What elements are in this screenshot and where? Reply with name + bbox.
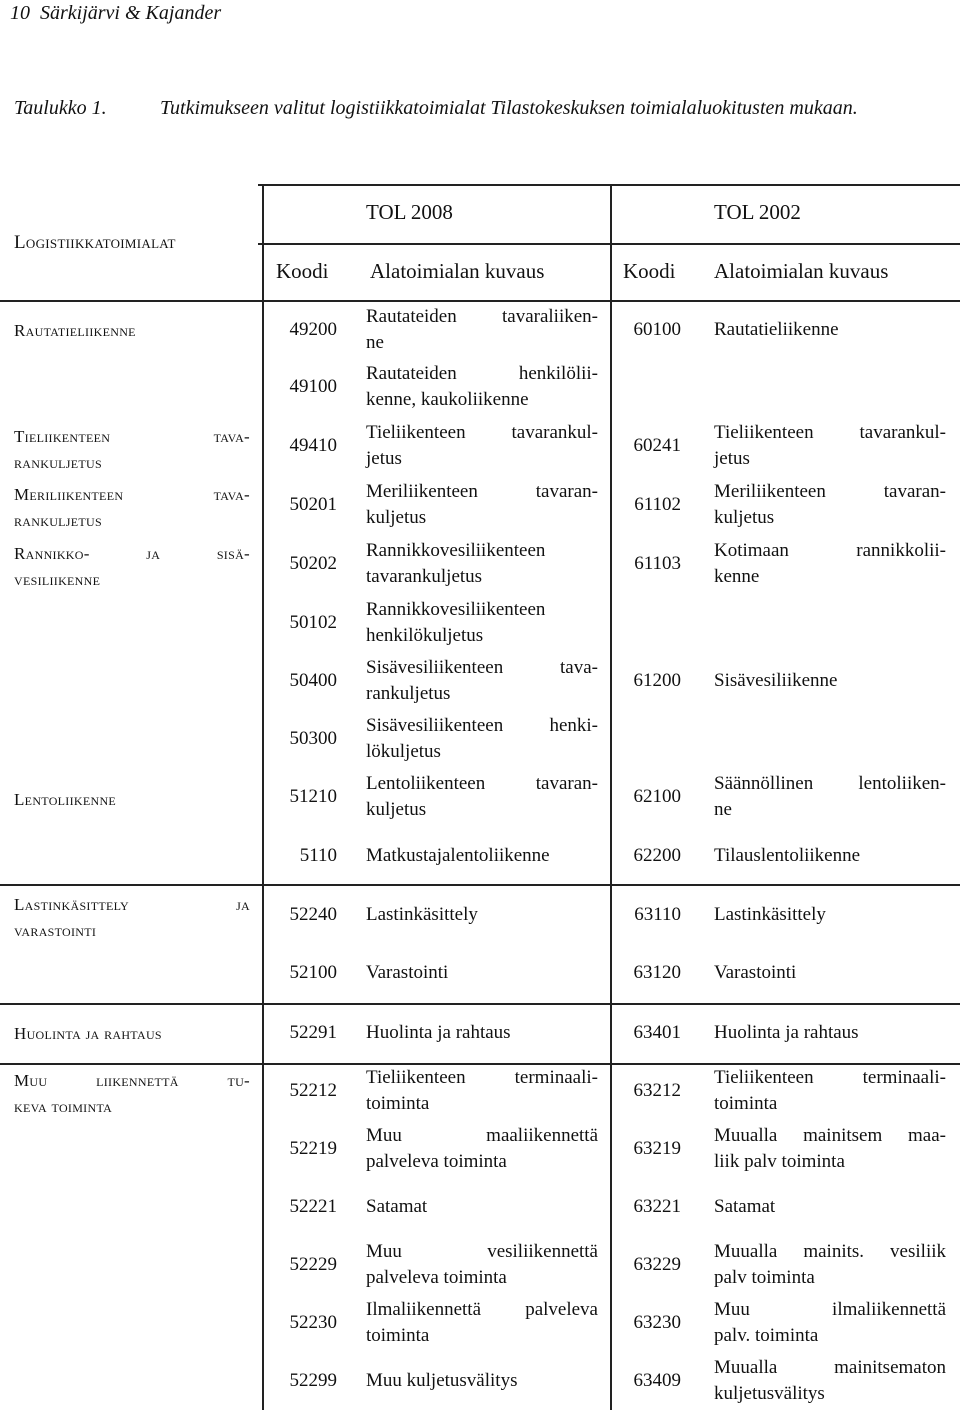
description-2008: Meriliikenteen tavaran- (366, 481, 598, 502)
description-2008: tavarankuljetus (366, 566, 483, 587)
page-header (10, 0, 221, 26)
description-2008: palveleva toiminta (366, 1267, 507, 1288)
category-last-word: ja (236, 895, 250, 914)
table-caption-label: Taulukko 1. (14, 97, 107, 119)
code-2002: 63229 (633, 1254, 681, 1275)
description-2002: Varastointi (714, 962, 797, 983)
code-2002: 60241 (633, 435, 681, 456)
description-2008: Rannikkovesiliikenteen (366, 540, 546, 561)
description-2008: kuljetus (366, 507, 427, 528)
description-2002: toiminta (714, 1093, 778, 1114)
description-2008: Lastinkäsittely (366, 904, 478, 925)
category-muu-line2: keva toiminta (14, 1097, 113, 1116)
header-tol-2002: TOL 2002 (714, 200, 801, 224)
code-2002: 63230 (633, 1312, 681, 1333)
description-2008: Rautateiden henkilölii- (366, 363, 598, 384)
code-2008: 49100 (289, 376, 337, 397)
category-last-word: Lastinkäsittely (14, 895, 130, 914)
code-2002: 60100 (633, 319, 681, 340)
page-number: 10 (10, 2, 30, 24)
description-2002: Lastinkäsittely (714, 904, 826, 925)
description-2008: rankuljetus (366, 683, 451, 704)
category-huolinta: Huolinta ja rahtaus (14, 1024, 162, 1043)
category-tie (14, 424, 250, 476)
header-code-2008: Koodi (276, 259, 329, 283)
code-2008: 49410 (289, 435, 337, 456)
description-2008: Tieliikenteen terminaali- (366, 1067, 598, 1088)
description-2008: Ilmaliikennettä palveleva (366, 1299, 598, 1320)
code-2008: 52100 (289, 962, 337, 983)
rule-section-2 (0, 1003, 960, 1005)
code-2008: 5110 (299, 845, 337, 866)
category-last-line2: varastointi (14, 921, 97, 940)
description-2002: ne (714, 799, 732, 820)
description-2008: Rannikkovesiliikenteen (366, 599, 546, 620)
header-desc-2002: Alatoimialan kuvaus (714, 259, 889, 283)
description-2008: toiminta (366, 1325, 430, 1346)
description-2002: kuljetusvälitys (714, 1383, 825, 1404)
code-2008: 52229 (289, 1254, 337, 1275)
category-lastinkasittely (14, 892, 250, 944)
code-2002: 63110 (634, 904, 681, 925)
code-2008: 52291 (289, 1022, 337, 1043)
code-2002: 63401 (633, 1022, 681, 1043)
category-tie-line2: rankuljetus (14, 453, 102, 472)
description-2002: kenne (714, 566, 760, 587)
code-2008: 50300 (289, 728, 337, 749)
description-2008: Huolinta ja rahtaus (366, 1022, 511, 1043)
description-2008: toiminta (366, 1093, 430, 1114)
code-2002: 63120 (633, 962, 681, 983)
code-2002: 62200 (633, 845, 681, 866)
code-2008: 49200 (289, 319, 337, 340)
description-2008: palveleva toiminta (366, 1151, 507, 1172)
rule-header (0, 300, 960, 302)
description-2008: Satamat (366, 1196, 428, 1217)
description-2002: Muualla mainits. vesiliik (714, 1241, 946, 1262)
description-2002: Muu ilmaliikennettä (714, 1299, 946, 1320)
category-meri (14, 482, 250, 534)
description-2008: ne (366, 332, 384, 353)
description-2008: lökuljetus (366, 741, 441, 762)
code-2008: 52299 (289, 1370, 337, 1391)
category-meri-word: tava- (213, 485, 250, 504)
description-2008: Tieliikenteen tavarankul- (366, 422, 598, 443)
code-2002: 63212 (633, 1080, 681, 1101)
category-tie-word: Tieliikenteen (14, 427, 111, 446)
description-2002: Satamat (714, 1196, 776, 1217)
code-2002: 63221 (633, 1196, 681, 1217)
description-2008: Matkustajalentoliikenne (366, 845, 550, 866)
header-tol-2008: TOL 2008 (366, 200, 453, 224)
code-2008: 52212 (289, 1080, 337, 1101)
category-meri-word: Meriliikenteen (14, 485, 124, 504)
category-rautatie: Rautatieliikenne (14, 321, 136, 340)
description-2008: Sisävesiliikenteen tava- (366, 657, 598, 678)
table-caption-text: Tutkimukseen valitut logistiikkatoimialat Tilastokeskuksen toimialaluokitusten mukaan. (160, 97, 858, 119)
rule-group (258, 243, 960, 245)
category-rannikko-word: Rannikko- (14, 544, 90, 563)
description-2002: palv. toiminta (714, 1325, 819, 1346)
header-logistics: Logistiikkatoimialat (14, 232, 176, 253)
code-2002: 61200 (633, 670, 681, 691)
description-2002: Sisävesiliikenne (714, 670, 838, 691)
code-2002: 63409 (633, 1370, 681, 1391)
category-muu-word: liikennettä (96, 1071, 179, 1090)
description-2008: Rautateiden tavaraliiken- (366, 306, 598, 327)
category-rannikko-word: ja (146, 544, 161, 563)
code-2008: 50201 (289, 494, 337, 515)
description-2002: Tilauslentoliikenne (714, 845, 861, 866)
running-authors: Särkijärvi & Kajander (40, 2, 222, 24)
description-2002: jetus (714, 448, 750, 469)
rule-section-1 (0, 884, 960, 886)
code-2002: 63219 (633, 1138, 681, 1159)
description-2002: Meriliikenteen tavaran- (714, 481, 946, 502)
code-2008: 52219 (289, 1138, 337, 1159)
description-2002: palv toiminta (714, 1267, 815, 1288)
code-2008: 50400 (289, 670, 337, 691)
category-muu-word: tu- (227, 1071, 250, 1090)
description-2002: Kotimaan rannikkolii- (714, 540, 946, 561)
code-2002: 61102 (634, 494, 681, 515)
code-2008: 50102 (289, 612, 337, 633)
description-2008: kenne, kaukoliikenne (366, 389, 529, 410)
category-muu-word: Muu (14, 1071, 48, 1090)
code-2008: 52230 (289, 1312, 337, 1333)
description-2008: Sisävesiliikenteen henki- (366, 715, 598, 736)
code-2008: 52240 (289, 904, 337, 925)
description-2002: Rautatieliikenne (714, 319, 839, 340)
description-2002: Tieliikenteen terminaali- (714, 1067, 946, 1088)
category-rannikko (14, 541, 250, 593)
description-2002: Muualla mainitsematon (714, 1357, 946, 1378)
description-2008: henkilökuljetus (366, 625, 484, 646)
description-2008: Muu maaliikennettä (366, 1125, 598, 1146)
description-2008: Varastointi (366, 962, 449, 983)
code-2008: 50202 (289, 553, 337, 574)
category-rannikko-word: sisä- (216, 544, 250, 563)
description-2008: Muu vesiliikennettä (366, 1241, 598, 1262)
category-tie-word: tava- (213, 427, 250, 446)
description-2002: liik palv toiminta (714, 1151, 845, 1172)
rule-top (258, 184, 960, 186)
description-2002: Muualla mainitsem maa- (714, 1125, 946, 1146)
description-2008: jetus (366, 448, 402, 469)
code-2008: 51210 (289, 786, 337, 807)
category-muu (14, 1068, 250, 1120)
description-2002: Tieliikenteen tavarankul- (714, 422, 946, 443)
description-2002: kuljetus (714, 507, 775, 528)
description-2002: Huolinta ja rahtaus (714, 1022, 859, 1043)
code-2002: 61103 (634, 553, 681, 574)
category-meri-line2: rankuljetus (14, 511, 102, 530)
header-code-2002: Koodi (623, 259, 676, 283)
category-rannikko-line2: vesiliikenne (14, 570, 101, 589)
category-lento: Lentoliikenne (14, 790, 117, 809)
description-2008: kuljetus (366, 799, 427, 820)
header-desc-2008: Alatoimialan kuvaus (370, 259, 545, 283)
description-2002: Säännöllinen lentoliiken- (714, 773, 946, 794)
code-2008: 52221 (289, 1196, 337, 1217)
code-2002: 62100 (633, 786, 681, 807)
description-2008: Muu kuljetusvälitys (366, 1370, 518, 1391)
description-2008: Lentoliikenteen tavaran- (366, 773, 598, 794)
